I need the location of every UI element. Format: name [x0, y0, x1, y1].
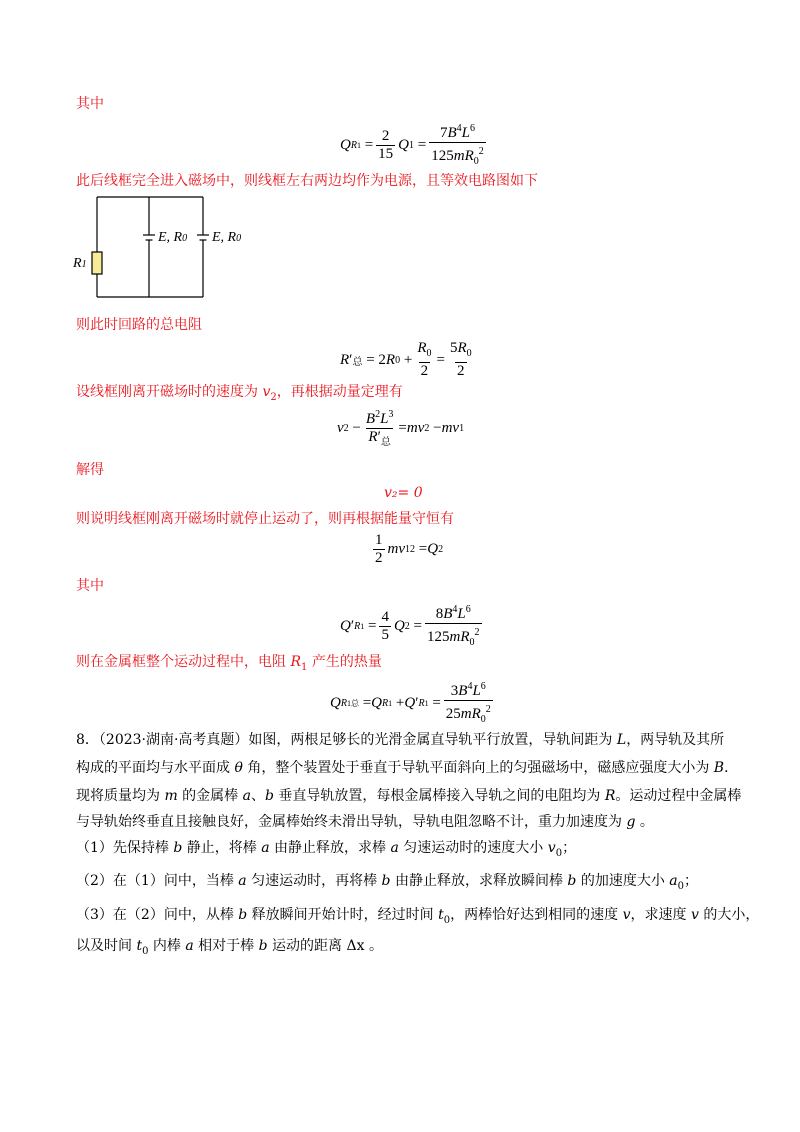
- problem-text-line: 与导轨始终垂直且接触良好，金属棒始终未滑出导轨，导轨电阻忽略不计，重力加速度为 g 。: [76, 814, 654, 830]
- equation-momentum: v 2 − $\frac{B^2L^3}{R'_总}$ = mv 2 − mv 1: [337, 406, 464, 451]
- text-line: 则在金属框整个运动过程中，电阻 $R_1$ 产生的热量: [76, 654, 382, 673]
- solution-v2: v₂= 0: [384, 485, 423, 501]
- r1-label: R 1: [73, 256, 87, 271]
- source-label-1: E, R 0: [158, 230, 188, 245]
- text-line: 解得: [76, 462, 104, 478]
- resistor-r1-symbol: [92, 252, 102, 274]
- text-line: 则说明线框刚离开磁场时就停止运动了，则再根据能量守恒有: [76, 511, 454, 527]
- text-line: 其中: [76, 578, 104, 594]
- text-line: 此后线框完全进入磁场中，则线框左右两边均作为电源，且等效电路图如下: [76, 173, 538, 189]
- equation-energy: $\frac{1}{2}$ mv 1 2 = Q 2: [375, 532, 444, 566]
- equation-q-r1: Q R 1 = $\frac{2}{15}$ Q 1 = $\frac{7B^4L^6}{125mR_0^2}$: [340, 120, 489, 170]
- problem-text-line: 构成的平面均与水平面成 θ 角，整个装置处于垂直于导轨平面斜向上的匀强磁场中，磁感应强度大小为 B．: [76, 760, 739, 776]
- equivalent-circuit-diagram: [70, 192, 260, 302]
- text-line: 设线框刚离开磁场时的速度为 $v_2$，再根据动量定理有: [76, 384, 403, 403]
- source-label-2: E, R 0: [212, 230, 242, 245]
- text-line: 其中: [76, 96, 104, 112]
- question-3-cont: 以及时间 $t_0$ 内棒 a 相对于棒 b 运动的距离 Δx 。: [76, 938, 383, 957]
- equation-q-total: Q R 1总 = Q R 1 + Q ′ R 1 = $\frac{3B^4L^6}{25mR_0^2}$: [330, 678, 496, 728]
- question-2: （2）在（1）问中，当棒 a 匀速运动时，再将棒 b 由静止释放，求释放瞬间棒 b 的加速度大小 $a_0$；: [76, 873, 699, 892]
- text-line: 则此时回路的总电阻: [76, 317, 202, 333]
- equation-q-prime-r1: Q ′ R 1 = $\frac{4}{5}$ Q 2 = $\frac{8B^4L^6}{125mR_0^2}$: [340, 601, 485, 651]
- problem-text-line: 现将质量均为 m 的金属棒 a、b 垂直导轨放置，每根金属棒接入导轨之间的电阻均为 R。运动过程中金属棒: [76, 788, 742, 804]
- question-3: （3）在（2）问中，从棒 b 释放瞬间开始计时，经过时间 $t_0$，两棒恰好达到相同的速度 v，求速度 v 的大小，: [76, 907, 760, 926]
- problem-text-line: 8．（2023·湖南·高考真题）如图，两根足够长的光滑金属直导轨平行放置，导轨间距为 L，两导轨及其所: [76, 732, 725, 748]
- question-1: （1）先保持棒 b 静止，将棒 a 由静止释放，求棒 a 匀速运动时的速度大小 $v_0$；: [76, 840, 577, 859]
- equation-total-resistance: R ′ 总 = 2 R 0 + $\frac{R_0}{2}$ = $\frac{5R_0}{2}$: [340, 340, 472, 379]
